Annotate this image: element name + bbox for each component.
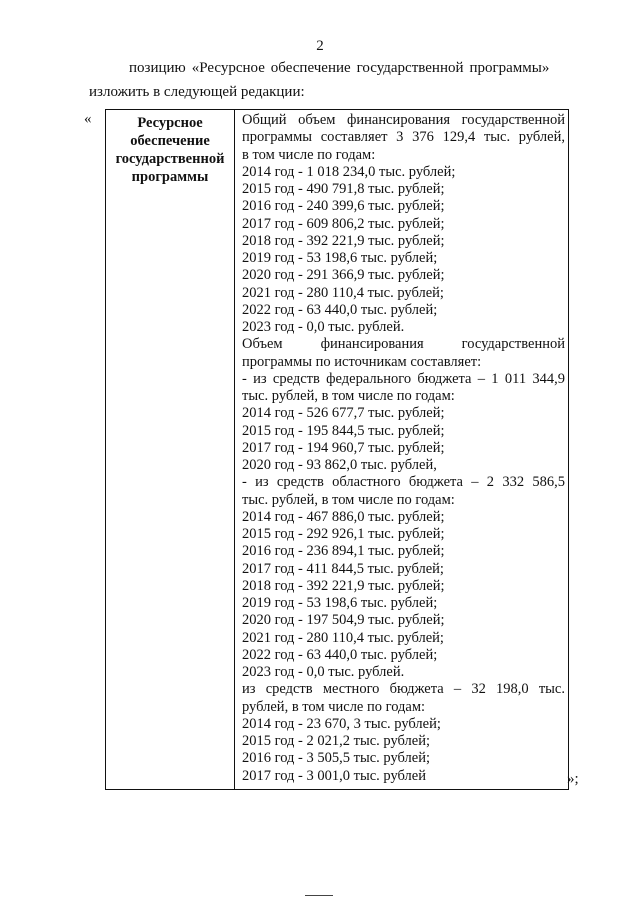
heading-line: государственной: [115, 151, 225, 167]
closing-quote-mark: »;: [567, 771, 579, 787]
intro-text-line-2: изложить в следующей редакции:: [89, 84, 305, 100]
funding-text-line: программы составляет 3 376 129,4 тыс. рублей,: [242, 129, 565, 146]
funding-year-line: 2017 год - 609 806,2 тыс. рублей;: [242, 215, 445, 232]
funding-year-line: 2020 год - 291 366,9 тыс. рублей;: [242, 267, 445, 284]
funding-text-line: программы по источникам составляет:: [242, 353, 482, 370]
funding-year-line: 2020 год - 197 504,9 тыс. рублей;: [242, 612, 445, 629]
funding-text-line: из средств местного бюджета – 32 198,0 тыс.: [242, 681, 565, 698]
funding-year-line: 2023 год - 0,0 тыс. рублей.: [242, 664, 405, 680]
funding-year-line: 2014 год - 23 670, 3 тыс. рублей;: [242, 715, 441, 732]
funding-year-line: 2014 год - 526 677,7 тыс. рублей;: [242, 405, 445, 422]
heading-line: программы: [131, 169, 209, 185]
funding-text-line: Общий объем финансирования государственной: [242, 112, 565, 128]
funding-text-line: - из средств областного бюджета – 2 332 586,5: [242, 474, 565, 491]
funding-year-line: 2018 год - 392 221,9 тыс. рублей;: [242, 577, 445, 594]
funding-text-line: тыс. рублей, в том числе по годам:: [242, 491, 455, 508]
funding-year-line: 2015 год - 292 926,1 тыс. рублей;: [242, 526, 445, 542]
funding-year-line: 2015 год - 195 844,5 тыс. рублей;: [242, 422, 445, 439]
funding-year-line: 2022 год - 63 440,0 тыс. рублей;: [242, 646, 438, 663]
funding-year-line: 2016 год - 3 505,5 тыс. рублей;: [242, 750, 430, 767]
table-column-divider: [234, 110, 235, 789]
funding-text-line: в том числе по годам:: [242, 146, 376, 163]
funding-year-line: 2016 год - 236 894,1 тыс. рублей;: [242, 543, 445, 560]
funding-year-line: 2014 год - 467 886,0 тыс. рублей;: [242, 508, 445, 525]
funding-year-line: 2016 год - 240 399,6 тыс. рублей;: [242, 198, 445, 215]
funding-year-line: 2019 год - 53 198,6 тыс. рублей;: [242, 250, 438, 266]
heading-line: обеспечение: [130, 133, 210, 149]
funding-year-line: 2017 год - 194 960,7 тыс. рублей;: [242, 439, 445, 456]
funding-text-line: рублей, в том числе по годам:: [242, 698, 426, 715]
funding-year-line: 2018 год - 392 221,9 тыс. рублей;: [242, 232, 445, 249]
resource-provision-table: [105, 109, 569, 790]
funding-text-line: - из средств федерального бюджета – 1 011 344,9: [242, 370, 565, 387]
funding-year-line: 2020 год - 93 862,0 тыс. рублей,: [242, 457, 437, 473]
opening-quote-mark: «: [84, 111, 92, 127]
heading-line: Ресурсное: [137, 115, 203, 131]
table-row-heading-cell: [106, 114, 234, 186]
page-bottom-mark: [305, 895, 333, 896]
funding-year-line: 2019 год - 53 198,6 тыс. рублей;: [242, 595, 438, 611]
funding-year-line: 2017 год - 411 844,5 тыс. рублей;: [242, 560, 444, 577]
funding-details-cell: [242, 112, 565, 785]
funding-year-line: 2021 год - 280 110,4 тыс. рублей;: [242, 284, 444, 301]
page-number: 2: [316, 38, 324, 54]
funding-year-line: 2017 год - 3 001,0 тыс. рублей: [242, 767, 426, 784]
funding-year-line: 2015 год - 2 021,2 тыс. рублей;: [242, 733, 430, 749]
funding-year-line: 2021 год - 280 110,4 тыс. рублей;: [242, 629, 444, 646]
funding-year-line: 2023 год - 0,0 тыс. рублей.: [242, 319, 405, 335]
funding-year-line: 2015 год - 490 791,8 тыс. рублей;: [242, 181, 445, 197]
funding-text-line: Объем финансирования государственной: [242, 336, 565, 353]
funding-year-line: 2022 год - 63 440,0 тыс. рублей;: [242, 301, 438, 318]
funding-year-line: 2014 год - 1 018 234,0 тыс. рублей;: [242, 163, 456, 180]
intro-text-line-1: позицию «Ресурсное обеспечение государственной программы»: [129, 60, 550, 76]
funding-text-line: тыс. рублей, в том числе по годам:: [242, 388, 455, 404]
